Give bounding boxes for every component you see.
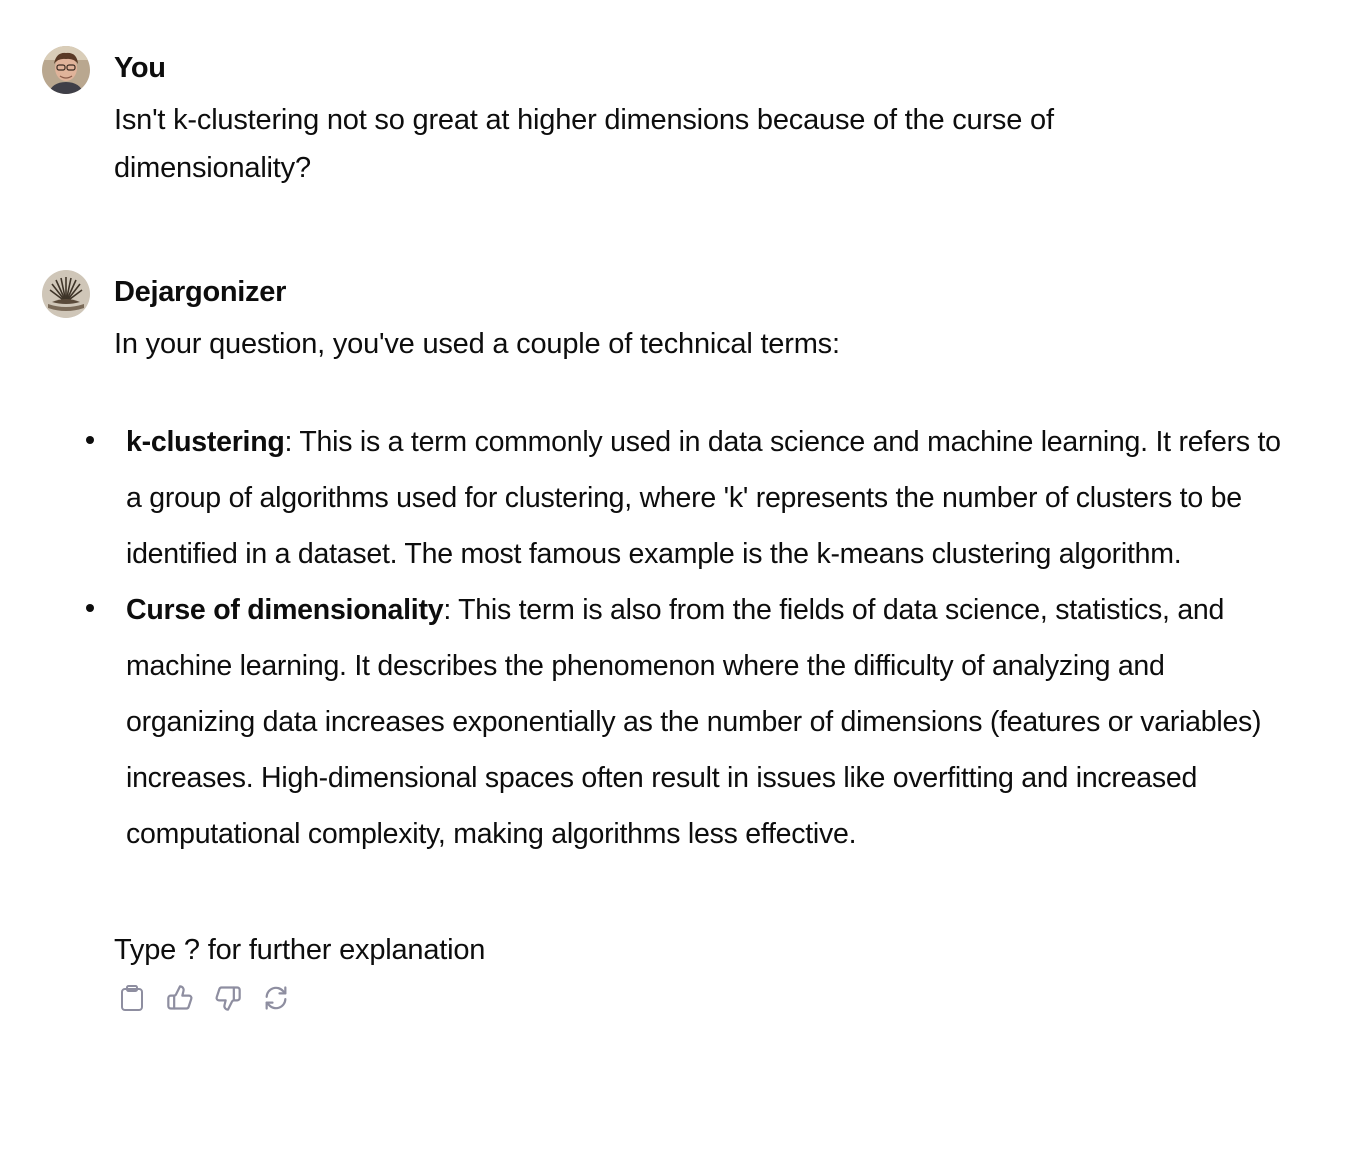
thumbs-down-button[interactable] [212, 982, 244, 1014]
thumbs-down-icon [214, 984, 242, 1012]
term-definition: : This term is also from the fields of data science, statistics, and machine learning. It describes the phenomenon where the difficulty of analyzing and organizing data increases exponentially as the number of dimensions (features or variables) increases. High-dimensional spaces often result in issues like overfitting and increased computational complexity, making algorithms less effective. [126, 594, 1262, 850]
term-name: k-clustering [126, 426, 285, 458]
user-message-content [114, 96, 1310, 192]
assistant-message-content [114, 320, 1310, 1014]
assistant-author-name: Dejargonizer [114, 276, 287, 308]
user-message-text: Isn't k-clustering not so great at higher dimensions because of the curse of dimensionality? [114, 104, 1054, 184]
assistant-avatar [42, 270, 90, 318]
clipboard-icon [119, 984, 145, 1012]
assistant-intro-text: In your question, you've used a couple of technical terms: [114, 328, 840, 360]
regenerate-button[interactable] [260, 982, 292, 1014]
list-item [98, 414, 1294, 582]
message-actions [116, 982, 1310, 1014]
user-author-name: You [114, 52, 166, 84]
bullet-icon [86, 604, 94, 612]
copy-button[interactable] [116, 982, 148, 1014]
term-definition: : This is a term commonly used in data science and machine learning. It refers to a group of algorithms used for clustering, where 'k' represents the number of clusters to be identified in a dataset. The most famous example is the k-means clustering algorithm. [126, 426, 1281, 570]
terms-list [98, 414, 1294, 862]
term-name: Curse of dimensionality [126, 594, 444, 626]
thumbs-up-button[interactable] [164, 982, 196, 1014]
bullet-icon [86, 436, 94, 444]
thumbs-up-icon [166, 984, 194, 1012]
list-item [98, 582, 1294, 862]
regenerate-icon [262, 984, 290, 1012]
user-avatar [42, 46, 90, 94]
further-explanation-hint: Type ? for further explanation [114, 934, 486, 966]
